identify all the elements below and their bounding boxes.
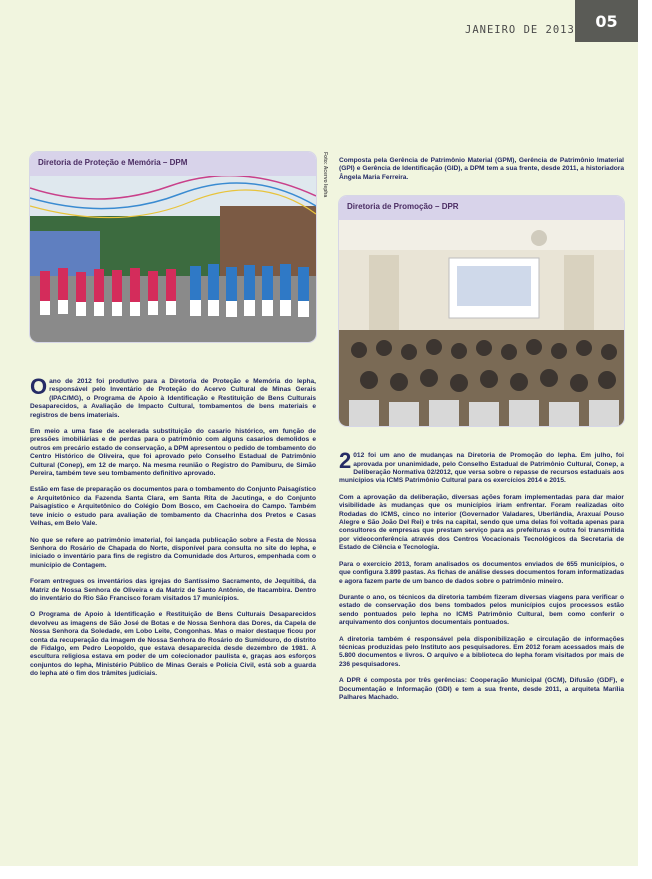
dpm-article-text [30,374,316,679]
dpm-paragraph-6: O Programa de Apoio à Identificação e Restituição de Bens Culturais Desaparecidos devolveu as imagens de São José de Botas e de Nossa Senhora das Dores, da Capela de Nossa Senhora da Soledade, em Lobo Leite, Congonhas. Mas o maior destaque ficou por conta da recuperação da imagem de Nossa Senhora do Rosário do Sumidouro, do distrito de Fidalgo, em Pedro Leopoldo, que estava desaparecida desde dezembro de 1981. A escultura religiosa estava em poder de um colecionador paulista e, graças aos esforços conjuntos do Iepha, Ministério Público de Minas Gerais e Polícia Civil, está sob a guarda do Iepha até o fim dos trâmites judiciais. [30,611,316,678]
header-date: JANEIRO DE 2013 [465,24,575,36]
festival-photo-illustration [30,176,316,342]
dpm-paragraph-4: No que se refere ao patrimônio imaterial, foi lançada publicação sobre a Festa de Nossa Senhora do Rosário de Chapada do Norte, disponível para consulta no site do Iepha, e iniciado o inventário para fins de registro da Comunidade dos Arturos, empenhada com o município de Contagem. [30,536,316,569]
dpr-section-title: Diretoria de Promoção – DPR [339,196,624,220]
dpr-paragraph-1 [339,448,624,486]
dpm-section-box [30,152,316,342]
auditorium-photo-illustration [339,220,624,426]
dpm-dropcap: O [30,374,48,399]
right-column [339,157,624,710]
dpr-dropcap: 2 [339,448,352,474]
dpr-paragraph-4: Durante o ano, os técnicos da diretoria também fizeram diversas viagens para verificar o estado de conservação dos bens tombados pelos municípios cujos processos estão sendo pontuados pelo Iepha no ICMS Patrimônio Cultural, bem como conferir o arquivamento dos conjuntos documentais pontuados. [339,593,624,627]
photo-credit: Foto: Acervo Iepha [322,152,328,198]
dpm-paragraph-1-text: ano de 2012 foi produtivo para a Diretoria de Proteção e Memória do Iepha, responsável pelo Inventário de Proteção do Acervo Cultural de Minas Gerais (IPAC/MG), o Programa de Apoio à Identificação e Restituição de Bens Culturais Desaparecidos, a Avaliação de Impacto Cultural, tombamentos de bens materiais e registros de bens imateriais. [30,378,316,419]
dpm-paragraph-3: Estão em fase de preparação os documentos para o tombamento do Conjunto Paisagístico e Arquitetônico da Fazenda Santa Clara, em Santa Rita de Jacutinga, e do Conjunto Paisagístico e Arquitetônico do Colégio Dom Bosco, em Cachoeira do Campo. Também teve início o estudo para avaliação de tombamento da Chacrinha dos Pretos e Casas Velhas, em Belo Vale. [30,486,316,528]
festival-photo [30,176,316,342]
dpm-composition-paragraph: Composta pela Gerência de Patrimônio Material (GPM), Gerência de Patrimônio Imaterial (GPI) e Gerência de Identificação (GID), a DPM tem a sua frente, desde 2011, a historiadora Ângela Maria Ferreira. [339,157,624,181]
dpm-section-title: Diretoria de Proteção e Memória – DPM [30,152,316,176]
auditorium-photo [339,220,624,426]
page-number: 05 [575,0,638,42]
dpr-paragraph-6: A DPR é composta por três gerências: Cooperação Municipal (GCM), Difusão (GDF), e Documentação e Informação (GDI) e tem a sua frente, desde 2011, a arquiteta Marília Palhares Machado. [339,677,624,701]
dpr-paragraph-1-text: 012 foi um ano de mudanças na Diretoria de Promoção do Iepha. Em julho, foi aprovada por unanimidade, pelo Conselho Estadual de Patrimônio Cultural, Conep, a Deliberação Normativa 02/2012, que versa sobre o repasse de recursos estaduais aos municípios via ICMS Patrimônio Cultural para os exercícios 2014 e 2015. [339,452,624,485]
dpr-paragraph-5: A diretoria também é responsável pela disponibilização e circulação de informações técnicas produzidas pelo Instituto aos pesquisadores. Em 2012 foram acessados mais de 5.800 documentos e livros. O arquivo e a biblioteca do Iepha foram visitados por mais de 236 pesquisadores. [339,635,624,668]
dpr-paragraph-3: Para o exercício 2013, foram analisados os documentos enviados de 655 municípios, o que configura 3.899 pastas. As fichas de análise desses documentos foram informatizadas e agora fazem parte de um banco de dados sobre o patrimônio mineiro. [339,560,624,585]
dpm-paragraph-5: Foram entregues os inventários das igrejas do Santíssimo Sacramento, de Jequitibá, da Matriz de Nossa Senhora de Oliveira e da Matriz de Santo Antônio, de Itacambira. Dentro do inventário do Rio São Francisco foram visitados 17 municípios. [30,578,316,602]
dpm-paragraph-1 [30,374,316,420]
left-column [30,152,316,687]
dpr-section-box [339,196,624,426]
dpr-paragraph-2: Com a aprovação da deliberação, diversas ações foram implementadas para dar maior visibilidade às mudanças que os municípios iriam enfrentar. Foram realizadas oito Rodadas do ICMS, cinco no interior (Governador Valadares, Uberlândia, Araxuaí Pouso Alegre e São João Del Rei) e três na capital, sendo que uma delas foi voltada apenas para consultores de empresas que prestam serviço para as prefeituras e outra foi transmitida por videoconferência através dos Centros Vocacionais Tecnológicos da Secretaria de Estado de Ciência e Tecnologia. [339,493,624,552]
dpm-paragraph-2: Em meio a uma fase de acelerada substituição do casario histórico, em função de pressões imobiliárias e de perdas para o patrimônio com alguns casarios demolidos e outros em precário estado de conservação, a DPM apresentou o pedido de tombamento do Centro Histórico de Oliveira, que foi aprovado pelo Conselho Estadual de Patrimônio Cultural (Conep), em 12 de março. Na mesma reunião o Registro do Pamiburu, de Simão Pereira, também teve seu tombamento definitivo aprovado. [30,428,316,478]
dpr-article-text [339,448,624,702]
